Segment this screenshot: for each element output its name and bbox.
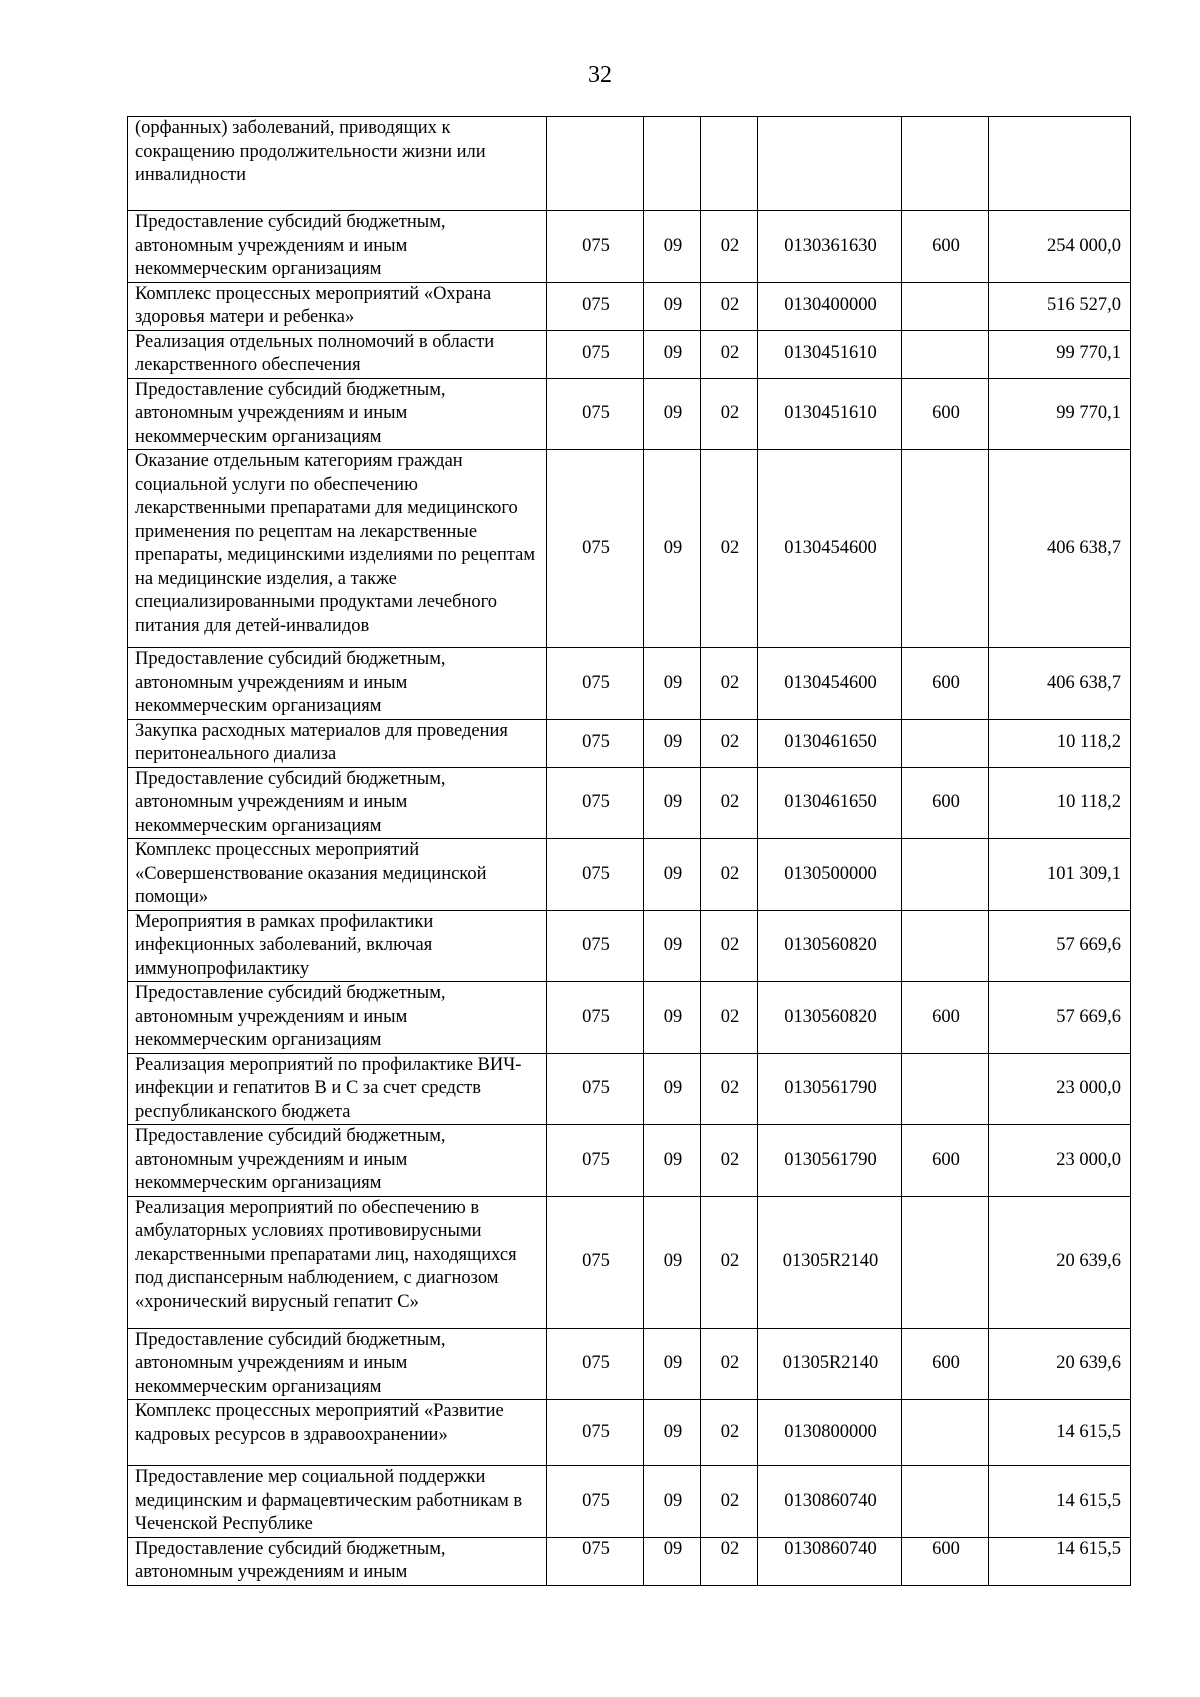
row-subsection-code-cell: 02 bbox=[701, 330, 758, 378]
table-row bbox=[128, 282, 1131, 330]
row-name-cell: Предоставление субсидий бюджетным, автономным учреждениям и иным некоммерческим организациям bbox=[128, 1125, 547, 1197]
row-target-code-cell: 0130800000 bbox=[758, 1400, 902, 1466]
row-expense-type-cell bbox=[902, 1053, 989, 1125]
row-target-code-cell bbox=[758, 117, 902, 211]
row-subsection-code-cell: 02 bbox=[701, 839, 758, 911]
row-name-cell: Закупка расходных материалов для проведения перитонеального диализа bbox=[128, 719, 547, 767]
row-name-cell: Оказание отдельным категориям граждан социальной услуги по обеспечению лекарственными препаратами для медицинского применения по рецептам на лекарственные препараты, медицинскими изделиями по рецептам на медицинские изделия, а также специализированными продуктами лечебного питания для детей-инвалидов bbox=[128, 450, 547, 648]
budget-table-body bbox=[128, 117, 1131, 1586]
row-target-code-cell: 0130560820 bbox=[758, 910, 902, 982]
row-expense-type-cell: 600 bbox=[902, 1125, 989, 1197]
row-subsection-code-cell: 02 bbox=[701, 282, 758, 330]
row-subsection-code-cell: 02 bbox=[701, 910, 758, 982]
row-amount-cell: 10 118,2 bbox=[989, 719, 1131, 767]
row-amount-cell: 406 638,7 bbox=[989, 450, 1131, 648]
row-name-cell: Предоставление субсидий бюджетным, автономным учреждениям и иным некоммерческим организациям bbox=[128, 982, 547, 1054]
row-expense-type-cell: 600 bbox=[902, 767, 989, 839]
row-section-code-cell: 09 bbox=[644, 767, 701, 839]
row-subsection-code-cell: 02 bbox=[701, 378, 758, 450]
row-subsection-code-cell bbox=[701, 117, 758, 211]
row-amount-cell: 254 000,0 bbox=[989, 211, 1131, 283]
row-section-code-cell: 09 bbox=[644, 719, 701, 767]
row-name-cell: Реализация отдельных полномочий в области лекарственного обеспечения bbox=[128, 330, 547, 378]
table-row bbox=[128, 648, 1131, 720]
row-target-code-cell: 01305R2140 bbox=[758, 1328, 902, 1400]
row-amount-cell: 99 770,1 bbox=[989, 378, 1131, 450]
row-section-code-cell: 09 bbox=[644, 910, 701, 982]
row-subsection-code-cell: 02 bbox=[701, 1466, 758, 1538]
row-ministry-code-cell: 075 bbox=[547, 719, 644, 767]
row-ministry-code-cell: 075 bbox=[547, 1537, 644, 1585]
row-section-code-cell: 09 bbox=[644, 1328, 701, 1400]
row-expense-type-cell bbox=[902, 330, 989, 378]
row-target-code-cell: 0130561790 bbox=[758, 1125, 902, 1197]
row-subsection-code-cell: 02 bbox=[701, 1328, 758, 1400]
row-ministry-code-cell bbox=[547, 117, 644, 211]
row-expense-type-cell: 600 bbox=[902, 378, 989, 450]
row-target-code-cell: 0130451610 bbox=[758, 378, 902, 450]
row-amount-cell: 20 639,6 bbox=[989, 1328, 1131, 1400]
row-target-code-cell: 0130860740 bbox=[758, 1466, 902, 1538]
row-name-cell: Мероприятия в рамках профилактики инфекционных заболеваний, включая иммунопрофилактику bbox=[128, 910, 547, 982]
row-amount-cell: 23 000,0 bbox=[989, 1125, 1131, 1197]
table-row bbox=[128, 450, 1131, 648]
row-section-code-cell: 09 bbox=[644, 1400, 701, 1466]
row-amount-cell: 101 309,1 bbox=[989, 839, 1131, 911]
row-ministry-code-cell: 075 bbox=[547, 910, 644, 982]
row-name-cell: Предоставление субсидий бюджетным, автономным учреждениям и иным некоммерческим организациям bbox=[128, 211, 547, 283]
row-expense-type-cell bbox=[902, 282, 989, 330]
table-row bbox=[128, 982, 1131, 1054]
page-number: 32 bbox=[588, 62, 612, 88]
row-ministry-code-cell: 075 bbox=[547, 767, 644, 839]
table-row bbox=[128, 1196, 1131, 1328]
row-subsection-code-cell: 02 bbox=[701, 648, 758, 720]
row-target-code-cell: 0130361630 bbox=[758, 211, 902, 283]
row-subsection-code-cell: 02 bbox=[701, 450, 758, 648]
table-row bbox=[128, 839, 1131, 911]
row-subsection-code-cell: 02 bbox=[701, 1125, 758, 1197]
row-section-code-cell: 09 bbox=[644, 1053, 701, 1125]
row-name-cell: Предоставление субсидий бюджетным, автономным учреждениям и иным некоммерческим организациям bbox=[128, 767, 547, 839]
row-name-cell: Предоставление субсидий бюджетным, автономным учреждениям и иным некоммерческим организациям bbox=[128, 1328, 547, 1400]
row-name-cell: Предоставление мер социальной поддержки медицинским и фармацевтическим работникам в Чеченской Республике bbox=[128, 1466, 547, 1538]
row-section-code-cell: 09 bbox=[644, 1196, 701, 1328]
row-section-code-cell: 09 bbox=[644, 450, 701, 648]
row-expense-type-cell bbox=[902, 839, 989, 911]
row-expense-type-cell bbox=[902, 719, 989, 767]
row-subsection-code-cell: 02 bbox=[701, 1053, 758, 1125]
table-row bbox=[128, 1537, 1131, 1585]
row-expense-type-cell bbox=[902, 1466, 989, 1538]
row-target-code-cell: 0130451610 bbox=[758, 330, 902, 378]
row-section-code-cell: 09 bbox=[644, 211, 701, 283]
row-expense-type-cell: 600 bbox=[902, 648, 989, 720]
table-row bbox=[128, 1053, 1131, 1125]
row-amount-cell: 14 615,5 bbox=[989, 1537, 1131, 1585]
row-ministry-code-cell: 075 bbox=[547, 1053, 644, 1125]
row-section-code-cell: 09 bbox=[644, 1466, 701, 1538]
row-target-code-cell: 0130461650 bbox=[758, 719, 902, 767]
row-section-code-cell bbox=[644, 117, 701, 211]
row-section-code-cell: 09 bbox=[644, 1537, 701, 1585]
row-ministry-code-cell: 075 bbox=[547, 839, 644, 911]
table-row bbox=[128, 767, 1131, 839]
row-amount-cell: 23 000,0 bbox=[989, 1053, 1131, 1125]
table-row bbox=[128, 211, 1131, 283]
row-subsection-code-cell: 02 bbox=[701, 982, 758, 1054]
row-section-code-cell: 09 bbox=[644, 982, 701, 1054]
row-ministry-code-cell: 075 bbox=[547, 1328, 644, 1400]
row-section-code-cell: 09 bbox=[644, 378, 701, 450]
row-subsection-code-cell: 02 bbox=[701, 1537, 758, 1585]
row-amount-cell: 57 669,6 bbox=[989, 982, 1131, 1054]
row-target-code-cell: 0130400000 bbox=[758, 282, 902, 330]
table-row bbox=[128, 1125, 1131, 1197]
table-row bbox=[128, 719, 1131, 767]
row-target-code-cell: 01305R2140 bbox=[758, 1196, 902, 1328]
table-row bbox=[128, 330, 1131, 378]
table-row bbox=[128, 1400, 1131, 1466]
row-amount-cell: 516 527,0 bbox=[989, 282, 1131, 330]
row-amount-cell bbox=[989, 117, 1131, 211]
row-section-code-cell: 09 bbox=[644, 839, 701, 911]
table-row bbox=[128, 117, 1131, 211]
row-section-code-cell: 09 bbox=[644, 282, 701, 330]
row-expense-type-cell: 600 bbox=[902, 211, 989, 283]
row-name-cell: (орфанных) заболеваний, приводящих к сокращению продолжительности жизни или инвалидности bbox=[128, 117, 547, 211]
row-ministry-code-cell: 075 bbox=[547, 1466, 644, 1538]
row-section-code-cell: 09 bbox=[644, 330, 701, 378]
row-name-cell: Комплекс процессных мероприятий «Развитие кадровых ресурсов в здравоохранении» bbox=[128, 1400, 547, 1466]
row-target-code-cell: 0130454600 bbox=[758, 648, 902, 720]
row-target-code-cell: 0130560820 bbox=[758, 982, 902, 1054]
row-ministry-code-cell: 075 bbox=[547, 378, 644, 450]
row-name-cell: Реализация мероприятий по обеспечению в амбулаторных условиях противовирусными лекарственными препаратами лиц, находящихся под диспансерным наблюдением, с диагнозом «хронический вирусный гепатит C» bbox=[128, 1196, 547, 1328]
budget-table bbox=[127, 116, 1131, 1586]
table-row bbox=[128, 1466, 1131, 1538]
row-section-code-cell: 09 bbox=[644, 1125, 701, 1197]
row-name-cell: Предоставление субсидий бюджетным, автономным учреждениям и иным некоммерческим организациям bbox=[128, 378, 547, 450]
row-target-code-cell: 0130454600 bbox=[758, 450, 902, 648]
row-ministry-code-cell: 075 bbox=[547, 330, 644, 378]
row-subsection-code-cell: 02 bbox=[701, 767, 758, 839]
row-target-code-cell: 0130461650 bbox=[758, 767, 902, 839]
row-expense-type-cell bbox=[902, 117, 989, 211]
row-target-code-cell: 0130561790 bbox=[758, 1053, 902, 1125]
row-subsection-code-cell: 02 bbox=[701, 211, 758, 283]
row-expense-type-cell: 600 bbox=[902, 982, 989, 1054]
row-section-code-cell: 09 bbox=[644, 648, 701, 720]
row-amount-cell: 20 639,6 bbox=[989, 1196, 1131, 1328]
row-target-code-cell: 0130500000 bbox=[758, 839, 902, 911]
row-subsection-code-cell: 02 bbox=[701, 1400, 758, 1466]
row-amount-cell: 14 615,5 bbox=[989, 1466, 1131, 1538]
row-amount-cell: 99 770,1 bbox=[989, 330, 1131, 378]
row-expense-type-cell bbox=[902, 1196, 989, 1328]
row-ministry-code-cell: 075 bbox=[547, 1400, 644, 1466]
table-row bbox=[128, 378, 1131, 450]
row-expense-type-cell: 600 bbox=[902, 1328, 989, 1400]
row-expense-type-cell: 600 bbox=[902, 1537, 989, 1585]
row-name-cell: Предоставление субсидий бюджетным, автономным учреждениям и иным bbox=[128, 1537, 547, 1585]
row-expense-type-cell bbox=[902, 910, 989, 982]
row-subsection-code-cell: 02 bbox=[701, 1196, 758, 1328]
row-amount-cell: 57 669,6 bbox=[989, 910, 1131, 982]
row-name-cell: Предоставление субсидий бюджетным, автономным учреждениям и иным некоммерческим организациям bbox=[128, 648, 547, 720]
table-row bbox=[128, 1328, 1131, 1400]
table-row bbox=[128, 910, 1131, 982]
row-ministry-code-cell: 075 bbox=[547, 982, 644, 1054]
row-ministry-code-cell: 075 bbox=[547, 211, 644, 283]
row-ministry-code-cell: 075 bbox=[547, 1196, 644, 1328]
row-name-cell: Реализация мероприятий по профилактике ВИЧ-инфекции и гепатитов B и C за счет средств республиканского бюджета bbox=[128, 1053, 547, 1125]
row-ministry-code-cell: 075 bbox=[547, 1125, 644, 1197]
row-ministry-code-cell: 075 bbox=[547, 648, 644, 720]
row-amount-cell: 14 615,5 bbox=[989, 1400, 1131, 1466]
row-expense-type-cell bbox=[902, 450, 989, 648]
row-amount-cell: 406 638,7 bbox=[989, 648, 1131, 720]
row-ministry-code-cell: 075 bbox=[547, 450, 644, 648]
row-target-code-cell: 0130860740 bbox=[758, 1537, 902, 1585]
row-expense-type-cell bbox=[902, 1400, 989, 1466]
row-name-cell: Комплекс процессных мероприятий «Охрана здоровья матери и ребенка» bbox=[128, 282, 547, 330]
row-ministry-code-cell: 075 bbox=[547, 282, 644, 330]
row-amount-cell: 10 118,2 bbox=[989, 767, 1131, 839]
row-subsection-code-cell: 02 bbox=[701, 719, 758, 767]
row-name-cell: Комплекс процессных мероприятий «Совершенствование оказания медицинской помощи» bbox=[128, 839, 547, 911]
